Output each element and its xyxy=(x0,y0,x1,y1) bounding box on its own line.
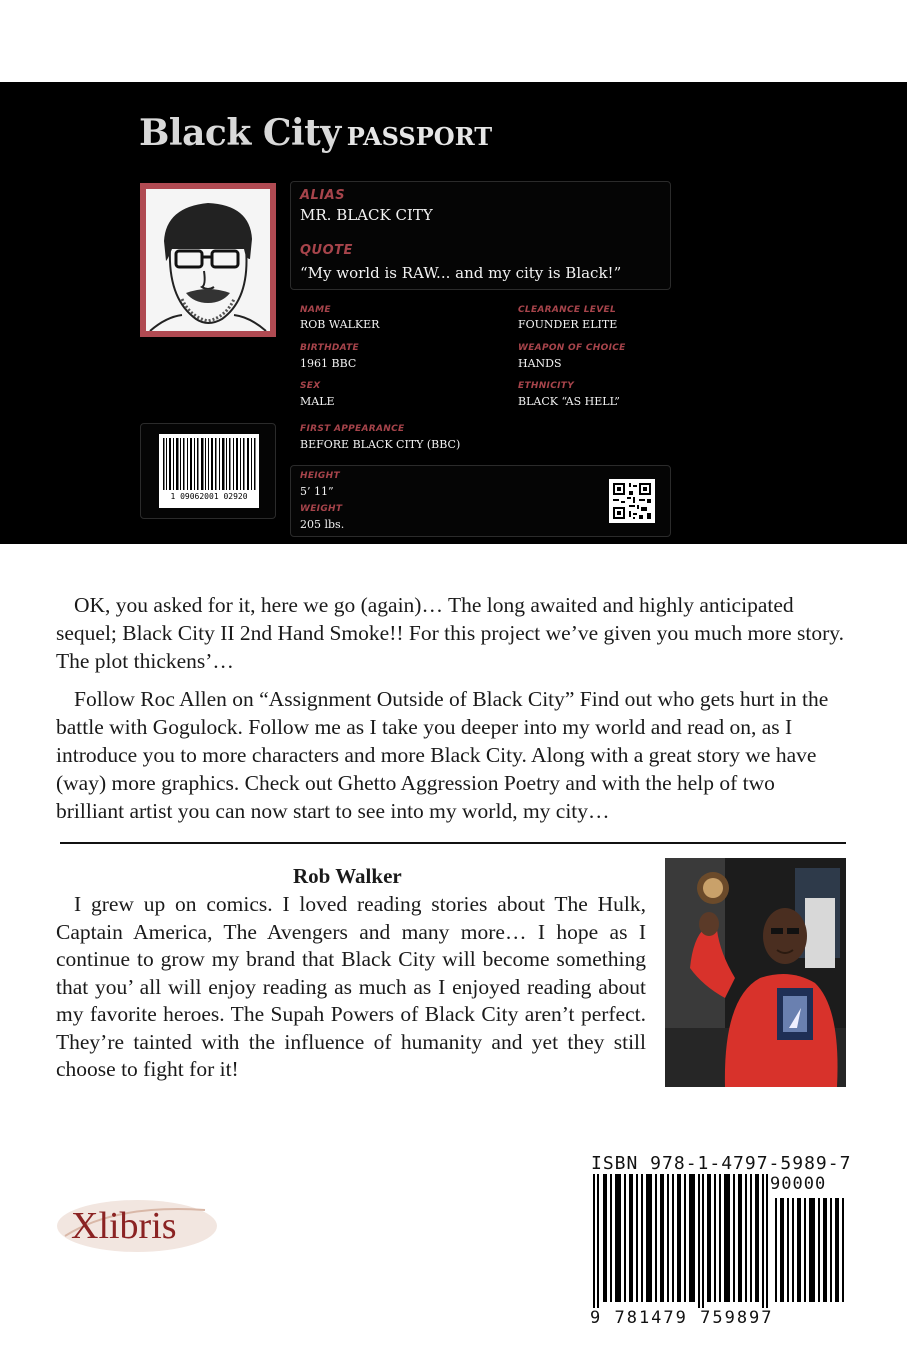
first-appearance-label: FIRST APPEARANCE xyxy=(300,424,405,434)
sex-label: SEX xyxy=(300,381,321,391)
isbn-price-code: 90000 xyxy=(770,1174,827,1194)
birthdate-value: 1961 BBC xyxy=(300,357,357,370)
intro-paragraph: OK, you asked for it, here we go (again)… The long awaited and highly anticipated sequel; Black City II 2nd Hand Smoke!! For this project we’ve given you much more story. The plot thickens’… xyxy=(56,593,844,673)
passport-barcode-panel xyxy=(140,423,276,519)
passport-title-sub: PASSPORT xyxy=(346,122,493,151)
author-photo xyxy=(665,858,846,1087)
weapon-value: HANDS xyxy=(518,357,562,370)
quote-label: QUOTE xyxy=(300,243,353,258)
passport-barcode xyxy=(159,434,259,508)
weight-value: 205 lbs. xyxy=(300,518,345,531)
portrait-illustration xyxy=(146,189,270,331)
author-bio: I grew up on comics. I loved reading stories about The Hulk, Captain America, The Avengers and many more… I hope as I continue to grow my brand that Black City will become something that you’ all will enjoy reading as much as I enjoyed reading about my favorite heroes. The Supah Powers of Black City aren’t perfect. They’re tainted with the influence of humanity and yet they still choose to fight for it! xyxy=(56,892,646,1081)
isbn-label: ISBN 978-1-4797-5989-7 xyxy=(591,1153,852,1174)
alias-value: MR. BLACK CITY xyxy=(300,206,433,224)
clearance-label: CLEARANCE LEVEL xyxy=(518,305,616,315)
name-label: NAME xyxy=(300,305,331,315)
author-name: Rob Walker xyxy=(293,864,402,888)
qr-code xyxy=(609,479,655,523)
isbn-digits: 9 781479 759897 xyxy=(590,1308,774,1328)
quote-value: “My world is RAW... and my city is Black!” xyxy=(300,264,622,282)
ethnicity-label: ETHNICITY xyxy=(518,381,575,391)
xlibris-logo-mark xyxy=(55,1196,220,1256)
passport-title-main: Black City xyxy=(139,112,341,154)
qr-code-pattern xyxy=(609,479,655,523)
first-appearance-value: BEFORE BLACK CITY (BBC) xyxy=(300,438,461,451)
passport-title xyxy=(139,112,492,154)
name-value: ROB WALKER xyxy=(300,318,380,331)
weight-label: WEIGHT xyxy=(300,504,343,514)
weapon-label: WEAPON OF CHOICE xyxy=(518,343,626,353)
height-label: HEIGHT xyxy=(300,471,340,481)
sex-value: MALE xyxy=(300,395,335,408)
section-divider xyxy=(60,842,846,844)
ethnicity-value: BLACK “AS HELL” xyxy=(518,395,620,408)
height-value: 5’ 11” xyxy=(300,485,334,498)
passport-barcode-number: 1 09062001 02920 xyxy=(170,492,248,501)
story-paragraph: Follow Roc Allen on “Assignment Outside of Black City” Find out who gets hurt in the battle with Gogulock. Follow me as I take you deeper into my world and read on, as I introduce you to more characters and more Black City. Along with a great story we have (way) more graphics. Check out Ghetto Aggression Poetry and with the help of two brilliant artist you can now start to see into my world, my city… xyxy=(56,687,829,823)
portrait-sketch xyxy=(140,183,276,337)
publisher-logo xyxy=(55,1196,220,1256)
clearance-value: FOUNDER ELITE xyxy=(518,318,618,331)
svg-text:Xlibris: Xlibris xyxy=(71,1205,177,1247)
author-photo-illustration xyxy=(665,858,846,1087)
birthdate-label: BIRTHDATE xyxy=(300,343,359,353)
alias-label: ALIAS xyxy=(300,188,346,203)
